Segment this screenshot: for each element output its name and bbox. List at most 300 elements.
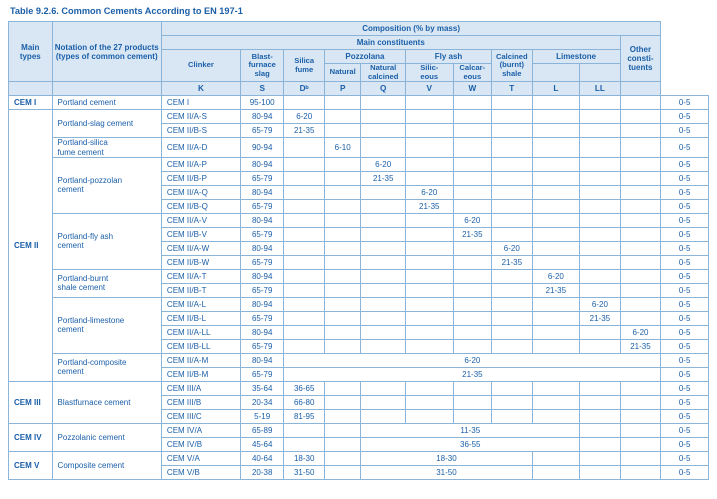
cell-natural xyxy=(361,185,406,199)
cell-natural-calcined: 6-20 xyxy=(405,185,453,199)
cell-other-constituents: 0-5 xyxy=(661,110,709,124)
cell-product-line: cement xyxy=(57,367,84,377)
cell-slag xyxy=(284,227,325,241)
cell-siliceous xyxy=(453,297,491,311)
cell-slag xyxy=(284,96,325,110)
cell-limestone-ll xyxy=(620,185,661,199)
cell-product-name xyxy=(52,157,161,213)
header-other-line3: tuents xyxy=(628,63,653,73)
table-row xyxy=(9,353,709,367)
cell-other-constituents: 0-5 xyxy=(661,339,709,353)
cell-calcined-shale xyxy=(532,381,580,395)
cell-product-line: Composite cement xyxy=(57,460,125,470)
cell-limestone-l xyxy=(580,124,621,138)
cell-calcareous xyxy=(492,227,533,241)
cell-calcined-shale xyxy=(532,409,580,423)
cell-silica-fume xyxy=(324,297,360,311)
header-limestone-ll xyxy=(580,64,621,82)
cell-other-constituents: 0-5 xyxy=(661,465,709,479)
cell-other-constituents: 0-5 xyxy=(661,451,709,465)
cell-limestone-ll xyxy=(620,311,661,325)
cell-notation: CEM V/B xyxy=(161,465,240,479)
cell-product-line: Portland-pozzolan xyxy=(57,176,123,186)
header-fly-ash: Fly ash xyxy=(405,50,491,64)
cell-natural-calcined xyxy=(405,157,453,171)
cell-calcined-shale xyxy=(532,339,580,353)
header-main-types-line1: Main xyxy=(21,42,40,52)
cell-calcareous xyxy=(492,199,533,213)
cell-notation: CEM III/A xyxy=(161,381,240,395)
table-row xyxy=(9,157,709,171)
cell-clinker: 45-64 xyxy=(240,437,284,451)
cell-other-constituents: 0-5 xyxy=(661,437,709,451)
cell-slag xyxy=(284,213,325,227)
cell-product-line: Portland-fly ash xyxy=(57,232,114,242)
cell-notation: CEM IV/B xyxy=(161,437,240,451)
cell-limestone-l xyxy=(580,138,621,157)
header-other-constituents xyxy=(620,36,661,82)
cell-limestone-ll xyxy=(620,255,661,269)
cell-limestone-ll xyxy=(620,213,661,227)
cell-siliceous xyxy=(453,409,491,423)
code-natural: P xyxy=(324,82,360,96)
cell-calcined-shale xyxy=(532,199,580,213)
cell-calcareous xyxy=(492,409,533,423)
cell-natural xyxy=(361,138,406,157)
cell-calcareous xyxy=(492,395,533,409)
cell-limestone-ll xyxy=(620,381,661,395)
cell-notation: CEM II/A-P xyxy=(161,157,240,171)
cell-other-constituents: 0-5 xyxy=(661,409,709,423)
cell-l xyxy=(580,451,621,465)
cell-calcareous xyxy=(492,283,533,297)
cell-limestone-ll: 21-35 xyxy=(620,339,661,353)
cell-natural xyxy=(361,124,406,138)
cell-notation: CEM II/A-D xyxy=(161,138,240,157)
cell-slag xyxy=(284,339,325,353)
cell-pozzolana-flyash-combined: 11-35 xyxy=(361,423,580,437)
cell-slag: 21-35 xyxy=(284,124,325,138)
cell-clinker: 40-64 xyxy=(240,451,284,465)
cell-limestone-l xyxy=(580,269,621,283)
cell-silica-fume xyxy=(324,283,360,297)
cell-slag xyxy=(284,241,325,255)
cell-natural-calcined xyxy=(405,297,453,311)
cell-calcareous xyxy=(492,381,533,395)
code-blank-main xyxy=(9,82,53,96)
cell-clinker: 20-34 xyxy=(240,395,284,409)
cell-notation: CEM II/B-V xyxy=(161,227,240,241)
cell-product-name xyxy=(52,138,161,157)
cell-natural-calcined xyxy=(405,269,453,283)
cell-natural-calcined xyxy=(405,283,453,297)
cell-limestone-ll xyxy=(620,269,661,283)
cell-other-constituents: 0-5 xyxy=(661,96,709,110)
cell-natural xyxy=(361,199,406,213)
cell-notation: CEM II/B-M xyxy=(161,367,240,381)
cell-natural xyxy=(361,110,406,124)
cell-calcined-shale: 21-35 xyxy=(532,283,580,297)
cell-notation: CEM II/B-P xyxy=(161,171,240,185)
cell-slag xyxy=(284,255,325,269)
code-calcareous: W xyxy=(453,82,491,96)
cell-clinker: 80-94 xyxy=(240,241,284,255)
cell-limestone-l xyxy=(580,199,621,213)
cell-natural-calcined xyxy=(405,171,453,185)
cell-clinker: 65-79 xyxy=(240,367,284,381)
cell-siliceous xyxy=(453,255,491,269)
cell-calcined-shale xyxy=(532,124,580,138)
cell-silica-fume xyxy=(324,381,360,395)
cell-limestone-ll xyxy=(620,395,661,409)
header-slag-line1: Blast- xyxy=(251,51,273,61)
cell-notation: CEM II/B-L xyxy=(161,311,240,325)
cell-calcined-shale xyxy=(532,96,580,110)
cell-notation: CEM III/C xyxy=(161,409,240,423)
cell-limestone-l xyxy=(580,381,621,395)
cell-siliceous xyxy=(453,325,491,339)
cell-calcined-shale xyxy=(532,255,580,269)
cell-calcareous: 21-35 xyxy=(492,255,533,269)
cell-product-name xyxy=(52,96,161,110)
cell-limestone-ll xyxy=(620,110,661,124)
cell-other-constituents: 0-5 xyxy=(661,255,709,269)
cell-silica-fume xyxy=(324,269,360,283)
cell-limestone-ll xyxy=(620,423,661,437)
cell-clinker: 90-94 xyxy=(240,138,284,157)
cell-natural-calcined: 21-35 xyxy=(405,199,453,213)
cell-limestone-ll: 6-20 xyxy=(620,325,661,339)
cell-natural-calcined xyxy=(405,110,453,124)
cell-limestone-l xyxy=(580,227,621,241)
cell-clinker: 20-38 xyxy=(240,465,284,479)
cell-clinker: 65-79 xyxy=(240,283,284,297)
table-row xyxy=(9,269,709,283)
code-blank-notation xyxy=(52,82,161,96)
cell-natural xyxy=(361,283,406,297)
cell-natural: 6-20 xyxy=(361,157,406,171)
cell-slag xyxy=(284,283,325,297)
cell-calcareous xyxy=(492,171,533,185)
table-row xyxy=(9,381,709,395)
cell-siliceous xyxy=(453,269,491,283)
header-main-types xyxy=(9,22,53,82)
table-body xyxy=(9,96,709,479)
cell-calcareous xyxy=(492,213,533,227)
cell-calcined-shale xyxy=(532,171,580,185)
cell-product-name xyxy=(52,269,161,297)
cell-t xyxy=(532,465,580,479)
cell-main-type: CEM V xyxy=(9,451,53,479)
cell-calcined-shale xyxy=(532,185,580,199)
cell-product-line: Portland-silica xyxy=(57,138,108,148)
cell-other-constituents: 0-5 xyxy=(661,157,709,171)
header-natcalc-line2: calcined xyxy=(367,71,399,81)
header-blastfurnace-slag xyxy=(240,50,284,82)
cell-silica-fume xyxy=(324,437,360,451)
cell-calcined-shale xyxy=(532,227,580,241)
cell-limestone-l xyxy=(580,110,621,124)
cell-silica-fume xyxy=(324,227,360,241)
cell-limestone-l xyxy=(580,241,621,255)
cell-limestone-l xyxy=(580,437,621,451)
cell-natural xyxy=(361,241,406,255)
cell-notation: CEM II/B-LL xyxy=(161,339,240,353)
cell-siliceous xyxy=(453,395,491,409)
cell-calcined-shale xyxy=(532,241,580,255)
cell-other-constituents: 0-5 xyxy=(661,138,709,157)
cell-other-constituents: 0-5 xyxy=(661,423,709,437)
cell-other-constituents: 0-5 xyxy=(661,171,709,185)
cell-natural-calcined xyxy=(405,227,453,241)
cell-calcined-shale xyxy=(532,395,580,409)
cell-notation: CEM I xyxy=(161,96,240,110)
header-slag-line2: furnace xyxy=(248,60,276,70)
cell-notation: CEM II/A-L xyxy=(161,297,240,311)
cell-siliceous xyxy=(453,138,491,157)
cell-other-constituents: 0-5 xyxy=(661,227,709,241)
cell-siliceous xyxy=(453,199,491,213)
cell-notation: CEM II/B-Q xyxy=(161,199,240,213)
cell-t xyxy=(532,451,580,465)
code-limestone-l: L xyxy=(532,82,580,96)
header-shale-line2: (burnt) xyxy=(499,60,525,70)
header-siliceous-line1: Silic- xyxy=(420,63,439,72)
cell-notation: CEM II/B-S xyxy=(161,124,240,138)
cell-natural xyxy=(361,395,406,409)
cell-other-constituents: 0-5 xyxy=(661,283,709,297)
cell-siliceous xyxy=(453,311,491,325)
cell-product-name xyxy=(52,423,161,451)
cell-siliceous xyxy=(453,124,491,138)
header-slag-line3: slag xyxy=(254,69,270,79)
table-row xyxy=(9,213,709,227)
cell-siliceous xyxy=(453,96,491,110)
cell-other-constituents: 0-5 xyxy=(661,395,709,409)
cell-product-name xyxy=(52,353,161,381)
cell-limestone-ll xyxy=(620,241,661,255)
code-limestone-ll: LL xyxy=(580,82,621,96)
header-siliceous-line2: eous xyxy=(420,71,439,81)
cell-product-name xyxy=(52,451,161,479)
cell-notation: CEM II/A-M xyxy=(161,353,240,367)
cell-product-line: Portland-burnt xyxy=(57,274,109,284)
cell-siliceous xyxy=(453,283,491,297)
header-calcareous-line1: Calcar- xyxy=(459,63,486,72)
cell-siliceous xyxy=(453,241,491,255)
cell-product-line: Portland-slag cement xyxy=(57,119,134,129)
cell-clinker: 80-94 xyxy=(240,325,284,339)
cell-other-constituents: 0-5 xyxy=(661,269,709,283)
cell-silica-fume xyxy=(324,395,360,409)
cell-ll xyxy=(620,451,661,465)
cell-siliceous xyxy=(453,171,491,185)
cell-natural xyxy=(361,297,406,311)
cell-calcareous xyxy=(492,339,533,353)
cell-siliceous xyxy=(453,381,491,395)
cell-product-line: shale cement xyxy=(57,283,106,293)
cell-limestone-ll xyxy=(620,199,661,213)
cell-slag: 31-50 xyxy=(284,465,325,479)
code-blank-other xyxy=(620,82,661,96)
cell-product-line: cement xyxy=(57,185,84,195)
cell-silica-fume xyxy=(324,110,360,124)
cell-clinker: 65-79 xyxy=(240,255,284,269)
cell-slag xyxy=(284,269,325,283)
cell-natural-calcined xyxy=(405,138,453,157)
cell-product-line: cement xyxy=(57,325,84,335)
cell-product-name xyxy=(52,213,161,269)
table-row xyxy=(9,423,709,437)
cell-slag: 81-95 xyxy=(284,409,325,423)
cell-calcined-shale xyxy=(532,138,580,157)
cell-limestone-l xyxy=(580,185,621,199)
cell-clinker: 80-94 xyxy=(240,157,284,171)
cell-natural-calcined xyxy=(405,311,453,325)
cell-natural xyxy=(361,325,406,339)
cell-calcareous xyxy=(492,269,533,283)
cell-natural xyxy=(361,339,406,353)
cell-other-constituents: 0-5 xyxy=(661,199,709,213)
header-siliceous xyxy=(405,64,453,82)
cell-clinker: 65-89 xyxy=(240,423,284,437)
cell-calcined-shale: 6-20 xyxy=(532,269,580,283)
cell-calcareous xyxy=(492,325,533,339)
cell-clinker: 65-79 xyxy=(240,199,284,213)
header-limestone-l xyxy=(532,64,580,82)
cell-product-name xyxy=(52,110,161,138)
cell-silica-fume xyxy=(324,171,360,185)
cell-notation: CEM III/B xyxy=(161,395,240,409)
cell-combined-constituents: 21-35 xyxy=(284,367,661,381)
cell-other-constituents: 0-5 xyxy=(661,325,709,339)
cell-limestone-ll xyxy=(620,283,661,297)
cell-calcareous xyxy=(492,124,533,138)
cell-siliceous xyxy=(453,110,491,124)
cell-limestone-l xyxy=(580,96,621,110)
header-other-line2: consti- xyxy=(627,54,654,64)
cell-natural-calcined xyxy=(405,255,453,269)
cell-product-line: Portland cement xyxy=(57,98,116,108)
cell-silica-fume xyxy=(324,423,360,437)
cell-natural xyxy=(361,381,406,395)
cell-limestone-l xyxy=(580,325,621,339)
cell-natural xyxy=(361,213,406,227)
cell-clinker: 65-79 xyxy=(240,311,284,325)
cell-silica-fume xyxy=(324,157,360,171)
cell-limestone-ll xyxy=(620,437,661,451)
cell-siliceous xyxy=(453,339,491,353)
cell-clinker: 65-79 xyxy=(240,339,284,353)
code-siliceous: V xyxy=(405,82,453,96)
header-natural-calcined xyxy=(361,64,406,82)
cell-other-constituents: 0-5 xyxy=(661,124,709,138)
cell-other-constituents: 0-5 xyxy=(661,185,709,199)
cell-limestone-l: 6-20 xyxy=(580,297,621,311)
cell-limestone-l xyxy=(580,339,621,353)
cell-combined-constituents: 6-20 xyxy=(284,353,661,367)
header-clinker: Clinker xyxy=(161,50,240,82)
cell-natural-calcined xyxy=(405,381,453,395)
cell-natural-calcined xyxy=(405,124,453,138)
cell-natural-calcined xyxy=(405,409,453,423)
header-pozzolana: Pozzolana xyxy=(324,50,405,64)
cell-pozzolana-flyash-combined: 18-30 xyxy=(361,451,532,465)
cell-product-name xyxy=(52,297,161,353)
cell-notation: CEM II/A-V xyxy=(161,213,240,227)
header-composition: Composition (% by mass) xyxy=(161,22,660,36)
cell-silica-fume xyxy=(324,465,360,479)
cell-other-constituents: 0-5 xyxy=(661,213,709,227)
cell-slag: 6-20 xyxy=(284,110,325,124)
cell-calcareous xyxy=(492,96,533,110)
cell-natural-calcined xyxy=(405,339,453,353)
cell-clinker: 80-94 xyxy=(240,353,284,367)
cell-clinker: 80-94 xyxy=(240,110,284,124)
cell-product-line: cement xyxy=(57,241,84,251)
cell-limestone-l xyxy=(580,409,621,423)
cell-limestone-l xyxy=(580,171,621,185)
cell-product-line: Pozzolanic cement xyxy=(57,432,125,442)
cell-calcareous xyxy=(492,157,533,171)
cell-main-type: CEM IV xyxy=(9,423,53,451)
cell-calcined-shale xyxy=(532,213,580,227)
cell-limestone-l: 21-35 xyxy=(580,311,621,325)
cell-main-type: CEM I xyxy=(9,96,53,110)
header-main-constituents: Main constituents xyxy=(161,36,620,50)
header-notation-line1: Notation of the 27 products xyxy=(54,42,159,52)
table-row xyxy=(9,96,709,110)
cell-product-line: Portland-limestone xyxy=(57,316,125,326)
cell-limestone-l xyxy=(580,157,621,171)
cell-limestone-ll xyxy=(620,409,661,423)
cell-calcareous xyxy=(492,185,533,199)
cell-natural xyxy=(361,255,406,269)
cell-notation: CEM II/A-T xyxy=(161,269,240,283)
header-row-codes xyxy=(9,82,709,96)
cell-main-type: CEM III xyxy=(9,381,53,423)
cell-calcined-shale xyxy=(532,325,580,339)
header-notation xyxy=(52,22,161,82)
cements-table xyxy=(8,21,709,480)
cell-silica-fume xyxy=(324,255,360,269)
cell-limestone-l xyxy=(580,255,621,269)
cell-notation: CEM II/B-W xyxy=(161,255,240,269)
cell-natural-calcined xyxy=(405,241,453,255)
cell-limestone-l xyxy=(580,423,621,437)
cell-other-constituents: 0-5 xyxy=(661,241,709,255)
cell-natural xyxy=(361,269,406,283)
header-silica-line1: Silica xyxy=(294,56,315,65)
cell-notation: CEM II/B-T xyxy=(161,283,240,297)
cell-clinker: 80-94 xyxy=(240,269,284,283)
table-row xyxy=(9,110,709,124)
cell-clinker: 80-94 xyxy=(240,297,284,311)
cell-slag: 36-65 xyxy=(284,381,325,395)
cell-slag xyxy=(284,157,325,171)
cell-limestone-l xyxy=(580,283,621,297)
header-shale-line3: shale xyxy=(502,69,522,79)
cell-main-type: CEM II xyxy=(9,110,53,381)
cell-slag xyxy=(284,311,325,325)
cell-notation: CEM II/A-S xyxy=(161,110,240,124)
cell-limestone-ll xyxy=(620,227,661,241)
code-shale: T xyxy=(492,82,533,96)
cell-clinker: 80-94 xyxy=(240,185,284,199)
header-calcined-shale xyxy=(492,50,533,82)
header-natcalc-line1: Natural xyxy=(370,63,397,72)
header-main-types-line2: types xyxy=(19,51,41,61)
